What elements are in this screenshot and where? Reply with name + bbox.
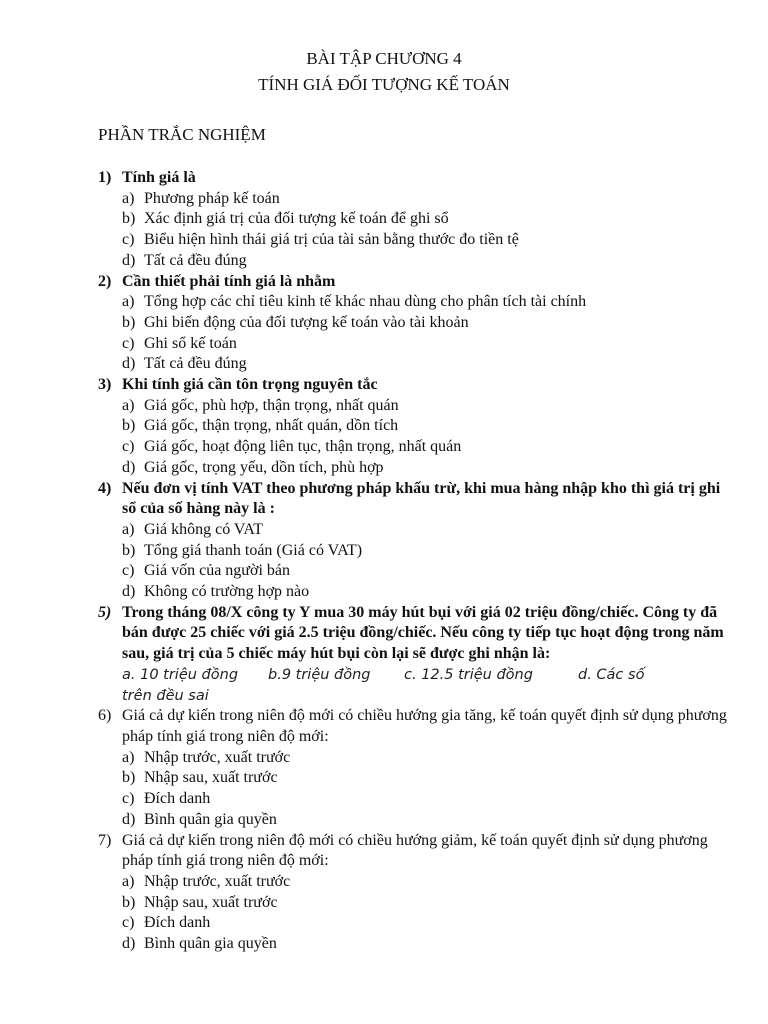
question-text: Trong tháng 08/X công ty Y mua 30 máy hút bụi với giá 02 triệu đồng/chiếc. Công ty đã bán được 25 chiếc với giá 2.5 triệu đồng/chiếc. Nếu công ty tiếp tục hoạt động trong năm sau, giá trị của 5 chiếc máy hút bụi còn lại sẽ được ghi nhận là: [122, 603, 724, 663]
inline-options [122, 665, 728, 686]
option: d) Bình quân gia quyền [122, 935, 277, 953]
option: c) Ghi sổ kế toán [122, 334, 237, 352]
question-7 [98, 831, 728, 955]
option: a) Tổng hợp các chỉ tiêu kinh tế khác nhau dùng cho phân tích tài chính [122, 293, 587, 311]
option: b) Nhập sau, xuất trước [122, 893, 278, 911]
option: a) Nhập trước, xuất trước [122, 872, 291, 890]
question-text: Giá cả dự kiến trong niên độ mới có chiều hướng giảm, kế toán quyết định sử dụng phương pháp tính giá trong niên độ mới: [122, 831, 708, 870]
title-line-2: TÍNH GIÁ ĐỐI TƯỢNG KẾ TOÁN [258, 75, 510, 94]
option: b) Tổng giá thanh toán (Giá có VAT) [122, 541, 363, 559]
option: a) Giá gốc, phù hợp, thận trọng, nhất quán [122, 396, 399, 414]
option: c. 12.5 triệu đồng [404, 666, 533, 683]
option: d) Giá gốc, trọng yếu, dồn tích, phù hợp [122, 458, 384, 476]
question-3 [98, 375, 728, 479]
option: a) Nhập trước, xuất trước [122, 748, 291, 766]
question-text: Nếu đơn vị tính VAT theo phương pháp khấu trừ, khi mua hàng nhập kho thì giá trị ghi sổ của số hàng này là : [122, 479, 721, 518]
option: c) Biểu hiện hình thái giá trị của tài sản bằng thước đo tiền tệ [122, 231, 519, 249]
question-number: 4) [98, 479, 112, 497]
option: b) Nhập sau, xuất trước [122, 769, 278, 787]
question-number: 3) [98, 376, 112, 394]
section-heading: PHẦN TRẮC NGHIỆM [98, 125, 266, 144]
question-text: Tính giá là [122, 169, 196, 186]
question-number: 7) [98, 831, 112, 849]
option: a. 10 triệu đồng [122, 666, 239, 683]
option: d) Tất cả đều đúng [122, 355, 247, 373]
question-number: 6) [98, 707, 112, 725]
option: a) Phương pháp kế toán [122, 189, 280, 207]
question-5 [98, 603, 728, 707]
question-text: Khi tính giá cần tôn trọng nguyên tắc [122, 376, 378, 394]
question-text: Cần thiết phải tính giá là nhằm [122, 272, 336, 290]
option: b) Giá gốc, thận trọng, nhất quán, dồn tích [122, 417, 399, 435]
option: a) Giá không có VAT [122, 520, 263, 538]
option: d) Bình quân gia quyền [122, 810, 277, 828]
question-4 [98, 479, 728, 603]
option: c) Đích danh [122, 914, 211, 932]
option: d. Các số [578, 666, 645, 683]
question-text: Giá cả dự kiến trong niên độ mới có chiều hướng gia tăng, kế toán quyết định sử dụng phương pháp tính giá trong niên độ mới: [122, 707, 727, 745]
question-6 [98, 706, 728, 830]
question-number: 5) [98, 603, 112, 621]
document-title [40, 46, 728, 98]
option: d) Không có trường hợp nào [122, 583, 310, 601]
option: b) Ghi biến động của đối tượng kế toán vào tài khoản [122, 313, 469, 331]
option: b.9 triệu đồng [268, 666, 371, 683]
question-number: 1) [98, 169, 112, 186]
question-1 [98, 168, 728, 272]
option: c) Giá gốc, hoạt động liên tục, thận trọng, nhất quán [122, 438, 462, 456]
option: c) Đích danh [122, 790, 211, 808]
option: b) Xác định giá trị của đối tượng kế toán để ghi sổ [122, 210, 449, 228]
option: d) Tất cả đều đúng [122, 251, 247, 269]
question-2 [98, 272, 728, 376]
question-number: 2) [98, 272, 112, 290]
option-continuation: trên đều sai [122, 687, 209, 704]
title-line-1: BÀI TẬP CHƯƠNG 4 [306, 49, 462, 68]
option: c) Giá vốn của người bán [122, 562, 290, 580]
